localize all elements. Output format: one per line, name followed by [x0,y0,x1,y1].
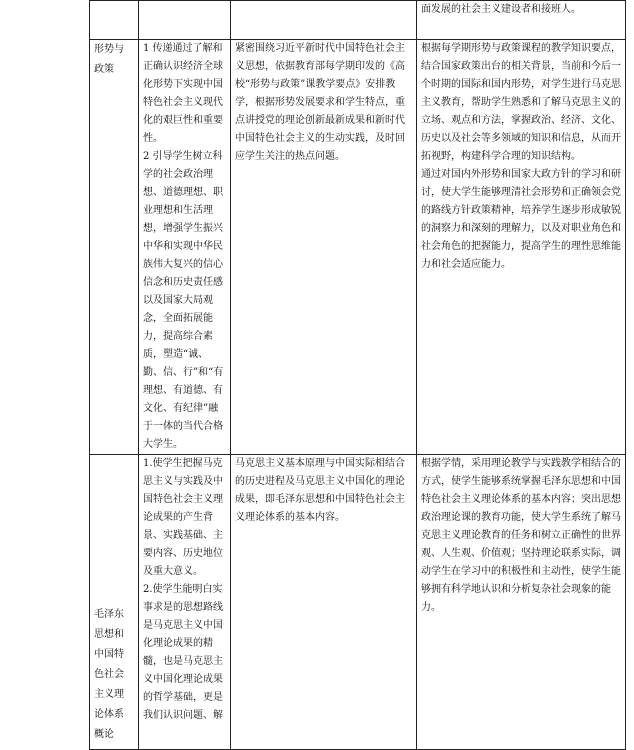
method-cell [417,455,626,750]
course-name-cell [90,40,139,455]
content-cell [231,455,417,750]
content-text: 马克思主义基本原理与中国实际相结合的历史进程及马克思主义中国化的理论成果，即毛泽东思想和中国特色社会主义理论体系的基本内容。 [235,458,405,523]
method-text: 通过对国内外形势和国家大政方针的学习和研讨，使大学生能够理清社会形势和正确领会党的路线方针政策精神，培养学生逐步形成敏锐的洞察力和深刻的理解力，以及对职业角色和社会角色的把握能力，提高学生的理性思维能力和社会适应能力。 [421,169,621,270]
table-row [90,455,626,750]
objective-text: 2 引导学生树立科学的社会政治理想、道德理想、职业理想和生活理想，增强学生振兴中华和实现中华民族伟大复兴的信心信念和历史责任感以及国家大局观念，全面拓展能力，提高综合素质，塑造“诚、勤、信、行”和“有理想、有道德、有文化、有纪律”融于一体的当代合格大学生。 [143,151,224,450]
course-name: 毛泽东思想和中国特色社会主义理论体系概论 [94,609,124,740]
table-row [90,40,626,455]
course-name-cell [90,455,139,750]
course-table [89,0,626,750]
objectives-cell [139,455,231,750]
method-text: 根据每学期形势与政策课程的教学知识要点，结合国家政策出台的相关背景，当前和今后一个时期的国际和国内形势，对学生进行马克思主义教育，帮助学生熟悉和了解马克思主义的立场、观点和方法，掌握政治、经济、文化、历史以及社会等多领域的知识和信息，从而开拓视野，构建科学合理的知识结构。 [421,43,621,162]
content-text: 紧密围绕习近平新时代中国特色社会主义思想，依据教育部每学期印发的《高校“形势与政策”课教学要点》安排教学，根据形势发展要求和学生特点，重点讲授党的理论创新最新成果和新时代中国特色社会主义的生动实践，及时回应学生关注的热点问题。 [235,43,405,162]
objective-text: 1.使学生把握马克思主义与实践及中国特色社会主义理论成果的产生背景、实践基础、主要内容、历史地位及重大意义。 [143,458,223,577]
method-text: 面发展的社会主义建设者和接班人。 [421,4,581,15]
method-text: 根据学情，采用理论教学与实践教学相结合的方式，使学生能够系统掌握毛泽东思想和中国特色社会主义理论体系的基本内容；突出思想政治理论课的教育功能，使大学生系统了解马克思主义理论教育的任务和树立正确性的世界观、人生观、价值观；坚持理论联系实际，调动学生在学习中的积极性和主动性，使学生能够拥有科学地认识和分析复杂社会现象的能力。 [421,458,621,613]
method-cell [417,1,626,40]
course-name: 形势与政策 [94,44,124,75]
method-cell [417,40,626,455]
course-name-cell [90,1,139,40]
content-cell [231,40,417,455]
objective-text: 2.使学生能明白实事求是的思想路线是马克思主义中国化理论成果的精髓，也是马克思主义中国化理论成果的哲学基础，更是我们认识问题、解 [143,584,223,721]
table-row [90,1,626,40]
objective-text: 1 传递通过了解和正确认识经济全球化形势下实现中国特色社会主义现代化的艰巨性和重要性。 [143,43,223,144]
objectives-cell [139,40,231,455]
content-cell [231,1,417,40]
objectives-cell [139,1,231,40]
